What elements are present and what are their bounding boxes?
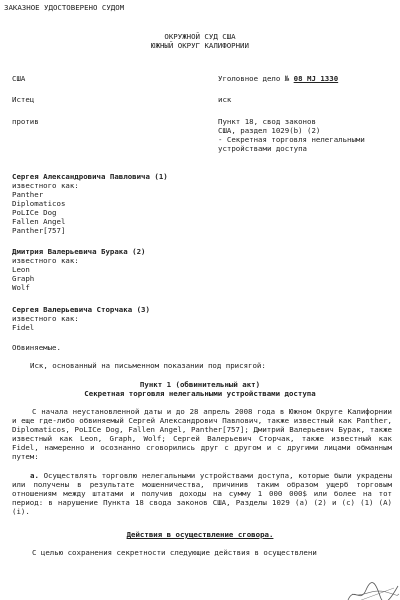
aka-label: известного как: xyxy=(12,314,79,323)
court-district: ЮЖНЫЙ ОКРУГ КАЛИФОРНИИ xyxy=(151,41,249,50)
alias: Diplomaticos xyxy=(12,199,66,208)
defendant-name: Дмитрия Валерьевича Бурака (2) xyxy=(12,247,146,256)
paragraph-a-marker: a. xyxy=(30,471,39,480)
alias: Panther xyxy=(12,190,44,199)
alias: Panther[757] xyxy=(12,226,66,235)
count-subtitle: Секретная торговля нелегальными устройствами доступа xyxy=(84,389,316,398)
statute-line: - Секретная торговля нелегальными xyxy=(218,135,365,144)
aka-label: известного как: xyxy=(12,181,79,190)
case-label: Уголовное дело № xyxy=(218,74,294,83)
statute-line: Пункт 18, свод законов xyxy=(218,117,316,126)
statute-line: устройствами доступа xyxy=(218,144,307,153)
plaintiff-name: США xyxy=(12,74,26,83)
count-title: Пункт 1 (обвинительный акт) xyxy=(139,380,261,389)
handwritten-signature xyxy=(346,582,400,600)
section-heading: Действия в осуществление сговора. xyxy=(126,530,274,539)
alias: Fallen Angel xyxy=(12,217,66,226)
statute-line: США, раздел 1029(b) (2) xyxy=(218,126,321,135)
versus-label: против xyxy=(12,117,39,126)
court-name: ОКРУЖНОЙ СУД США xyxy=(164,32,236,41)
alias: Fidel xyxy=(12,323,35,332)
case-number: 08 MJ 1330 xyxy=(293,74,339,83)
intro-line: Иск, основанный на письменном показании под присягой: xyxy=(30,361,266,370)
paragraph-conspiracy: С начала неустановленной даты и до 28 апрель 2008 года в Южном Округе Калифорнии и еще где-либо обвиняемый Сергей Александрович Павлович, также известный как Panther, Diplomaticos, PoLICe Dog, Fallen Angel, Panther[757]; Дмитрий Валерьевич Бурак, также известный как Leon, Graph, Wolf; Сергей Валерьевич Сторчак, также известный как Fidel, намеренно и осознанно сговорились друг с другом и с другими лицами обманным путем: xyxy=(12,407,392,461)
paragraph-last: С целью сохранения секретности следующие действия в осуществлени xyxy=(32,549,317,557)
case-number-line xyxy=(218,75,338,84)
paragraph-a-text: Осуществлять торговлю нелегальными устройствами доступа, которые были украдены или получены в результате мошенничества, причинив таким образом ущерб торговым отношениям между штатами и получив доходы на сумму 1 000 000$ или более на тот период: в нарушение Пункта 18 свода законов США, Разделы 1029 (a) (2) и (c) (1) (A) (i). xyxy=(12,471,392,516)
alias: Graph xyxy=(12,274,35,283)
plaintiff-role: Истец xyxy=(12,95,35,104)
claim-label: иск xyxy=(218,95,232,104)
aka-label: известного как: xyxy=(12,256,79,265)
accused-label: Обвиняемые. xyxy=(12,343,61,352)
paragraph-a xyxy=(12,472,392,517)
alias: Leon xyxy=(12,265,30,274)
defendant-name: Сергея Александровича Павловича (1) xyxy=(12,172,168,181)
alias: PoLICe Dog xyxy=(12,208,57,217)
alias: Wolf xyxy=(12,283,30,292)
defendant-name: Сергея Валерьевича Сторчака (3) xyxy=(12,305,150,314)
certified-copy-stamp: ЗАКАЗНОЕ УДОСТОВЕРЕНО СУДОМ xyxy=(4,3,125,12)
